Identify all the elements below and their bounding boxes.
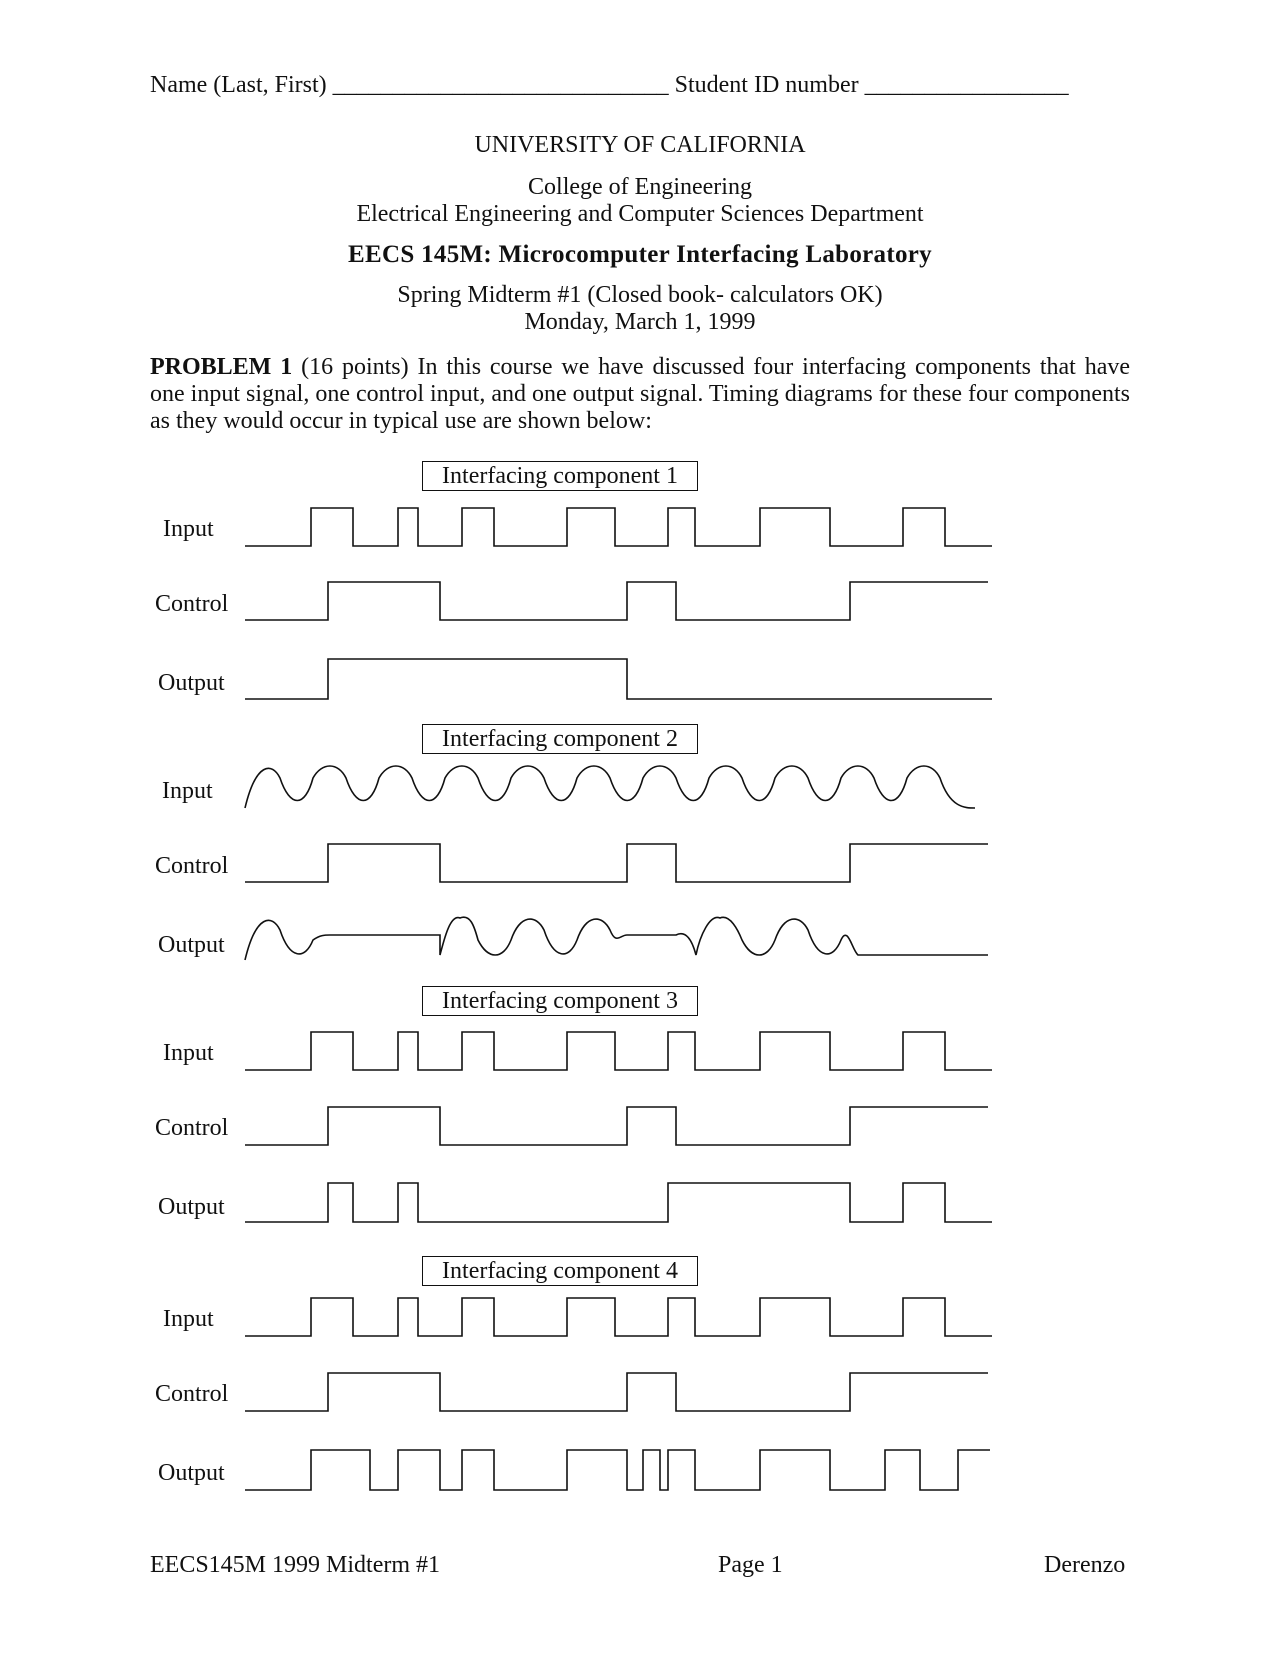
university-title: UNIVERSITY OF CALIFORNIA bbox=[474, 132, 806, 158]
c4-control-wave bbox=[245, 1373, 988, 1411]
c2-input-label: Input bbox=[162, 778, 213, 804]
component-4-title: Interfacing component 4 bbox=[422, 1256, 698, 1286]
student-id-blank[interactable]: _________________ bbox=[864, 72, 1069, 98]
component-3-title: Interfacing component 3 bbox=[422, 986, 698, 1016]
c1-control-label: Control bbox=[155, 591, 229, 617]
c1-output-wave bbox=[245, 659, 992, 699]
problem-text: In this course we have discussed four interfacing components that have one input signal, one control input, and one output signal. Timing diagrams for these four components as they would occur in typical use are shown below: bbox=[150, 354, 1130, 434]
c2-control-label: Control bbox=[155, 853, 229, 879]
problem-heading: PROBLEM 1 bbox=[150, 354, 293, 380]
c4-control-label: Control bbox=[155, 1381, 229, 1407]
c2-input-wave bbox=[245, 766, 975, 808]
footer-author: Derenzo bbox=[1044, 1552, 1126, 1578]
c1-input-label: Input bbox=[163, 516, 214, 542]
component-1-title: Interfacing component 1 bbox=[422, 461, 698, 491]
c3-output-wave bbox=[245, 1183, 992, 1222]
c4-input-wave bbox=[245, 1298, 992, 1336]
c2-control-wave bbox=[245, 844, 988, 882]
c1-input-wave bbox=[245, 508, 992, 546]
course-title: EECS 145M: Microcomputer Interfacing Laboratory bbox=[348, 241, 932, 268]
footer-course: EECS145M 1999 Midterm #1 bbox=[150, 1552, 441, 1578]
exam-date: Monday, March 1, 1999 bbox=[524, 309, 756, 335]
exam-title: Spring Midterm #1 (Closed book- calculators OK) bbox=[397, 282, 883, 308]
footer-page-number: Page 1 bbox=[718, 1552, 783, 1578]
problem-points: (16 points) bbox=[301, 354, 409, 380]
name-label: Name (Last, First) bbox=[150, 72, 327, 98]
c2-output-label: Output bbox=[158, 932, 225, 958]
name-blank[interactable]: ____________________________ bbox=[332, 72, 669, 98]
c3-input-label: Input bbox=[163, 1040, 214, 1066]
c4-output-wave bbox=[245, 1450, 990, 1490]
c3-control-label: Control bbox=[155, 1115, 229, 1141]
c1-control-wave bbox=[245, 582, 988, 620]
c3-input-wave bbox=[245, 1032, 992, 1070]
c4-output-label: Output bbox=[158, 1460, 225, 1486]
c4-input-label: Input bbox=[163, 1306, 214, 1332]
student-id-label: Student ID number bbox=[674, 72, 859, 98]
component-2-title: Interfacing component 2 bbox=[422, 724, 698, 754]
c3-output-label: Output bbox=[158, 1194, 225, 1220]
c1-output-label: Output bbox=[158, 670, 225, 696]
c3-control-wave bbox=[245, 1107, 988, 1145]
c2-output-wave bbox=[245, 917, 988, 960]
college-title: College of Engineering bbox=[528, 174, 752, 200]
department-title: Electrical Engineering and Computer Sciences Department bbox=[356, 201, 924, 227]
